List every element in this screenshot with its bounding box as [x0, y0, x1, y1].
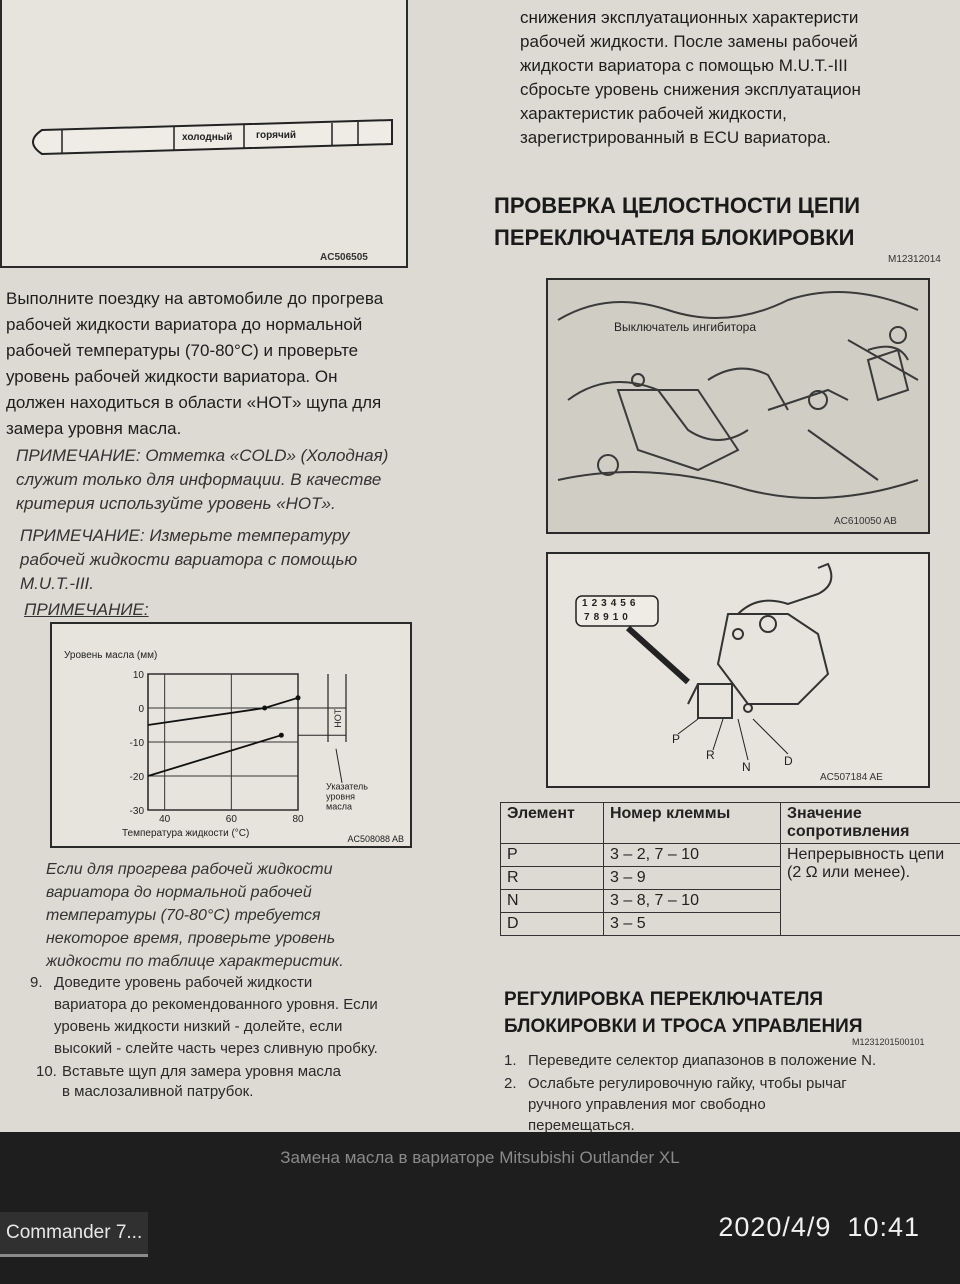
note-line: ПРИМЕЧАНИЕ: Отметка «COLD» (Холодная) — [16, 446, 389, 465]
step-line: вариатора до рекомендованного уровня. Если — [54, 996, 378, 1013]
chart-code: AC508088 AB — [347, 834, 404, 844]
step-line: Доведите уровень рабочей жидкости — [54, 974, 313, 991]
header-terminal: Номер клеммы — [604, 803, 781, 844]
step-line: уровень жидкости низкий - долейте, если — [54, 1018, 343, 1035]
letter-n: N — [742, 760, 751, 774]
section-title-line: РЕГУЛИРОВКА ПЕРЕКЛЮЧАТЕЛЯ — [504, 989, 824, 1010]
chart-series-line — [148, 698, 298, 725]
note-temperature — [20, 524, 357, 596]
top-right-line: жидкости вариатора с помощью M.U.T.-III — [520, 56, 848, 75]
chart-x-tick-label: 80 — [292, 814, 304, 825]
cell-element: D — [501, 913, 604, 936]
pin: 2 — [591, 598, 602, 609]
note-line: рабочей жидкости вариатора с помощью — [20, 550, 358, 569]
cell-terminal: 3 – 9 — [604, 867, 781, 890]
main-paragraph — [6, 286, 383, 442]
top-right-line: зарегистрированный в ECU вариатора. — [520, 128, 831, 147]
letter-d: D — [784, 754, 793, 768]
pin: 9 — [603, 612, 613, 623]
pin: 3 — [601, 598, 611, 609]
section2-code: M1231201500101 — [852, 1037, 925, 1047]
step-number: 10. — [36, 1063, 57, 1080]
top-right-text — [520, 6, 960, 150]
step-line: Вставьте щуп для замера уровня масла — [62, 1063, 342, 1080]
step-10 — [36, 1062, 341, 1102]
letter-p: P — [672, 732, 681, 746]
note-line: M.U.T.-III. — [20, 574, 94, 593]
clock-time: 10:41 — [847, 1212, 920, 1242]
after-chart-line: вариатора до нормальной рабочей — [46, 884, 312, 901]
after-chart-line: жидкости по таблице характеристик. — [46, 953, 344, 970]
pin: 10 — [612, 612, 632, 623]
cell-element: N — [501, 890, 604, 913]
cell-element: R — [501, 867, 604, 890]
cell-terminal: 3 – 2, 7 – 10 — [604, 844, 781, 867]
chart-y-tick-label: -30 — [129, 806, 144, 817]
indicator-label: Указатель — [326, 781, 368, 792]
cell-terminal: 3 – 8, 7 – 10 — [604, 890, 781, 913]
main-line: уровень рабочей жидкости вариатора. Он — [6, 367, 338, 386]
section-title-line: БЛОКИРОВКИ И ТРОСА УПРАВЛЕНИЯ — [504, 1016, 863, 1037]
header-element: Элемент — [501, 803, 604, 844]
taskbar-clock — [702, 1212, 920, 1243]
terminal-table — [500, 802, 960, 936]
video-caption-overlay: Замена масла в вариаторе Mitsubishi Outlander XL — [280, 1148, 680, 1167]
connector-pins-bottom — [584, 612, 632, 623]
note-line: ПРИМЕЧАНИЕ: Измерьте температуру — [20, 526, 350, 545]
step-number: 2. — [504, 1075, 517, 1092]
step-1 — [504, 1050, 876, 1071]
after-chart-line: Если для прогрева рабочей жидкости — [46, 861, 333, 878]
chart-y-tick-label: -20 — [129, 772, 144, 783]
section-inhibitor-check-title — [494, 190, 860, 254]
main-line: замера уровня масла. — [6, 419, 182, 438]
clock-date: 2020/4/9 — [718, 1212, 832, 1242]
connector-drawing — [548, 554, 928, 786]
step-line: Ослабьте регулировочную гайку, чтобы рычаг — [528, 1075, 847, 1092]
oil-level-chart — [52, 624, 410, 846]
pin: 5 — [620, 598, 630, 609]
after-chart-line: некоторое время, проверьте уровень — [46, 930, 336, 947]
chart-x-tick-label: 60 — [225, 814, 237, 825]
connector-code: AC507184 AE — [820, 772, 883, 783]
step-line: высокий - слейте часть через сливную пробку. — [54, 1040, 378, 1057]
dipstick-label-hot: горячий — [256, 130, 297, 141]
note-cold — [16, 444, 388, 516]
engine-photo-drawing — [548, 280, 928, 532]
indicator-leader — [336, 749, 342, 783]
cell-element: P — [501, 844, 604, 867]
letter-r: R — [706, 748, 715, 762]
step-line: Переведите селектор диапазонов в положение N. — [528, 1052, 877, 1069]
top-right-line: снижения эксплуатационных характеристи — [520, 8, 859, 27]
chart-point — [296, 695, 301, 700]
dipstick-figure — [0, 0, 408, 268]
step-line: перемещаться. — [528, 1117, 635, 1132]
section-title-line: ПРОВЕРКА ЦЕЛОСТНОСТИ ЦЕПИ — [494, 193, 861, 218]
step-number: 9. — [30, 974, 43, 991]
dipstick-code: AC506505 — [320, 252, 368, 263]
pin: 7 — [584, 612, 594, 623]
chart-point — [262, 706, 267, 711]
dipstick-label-cold: холодный — [182, 132, 233, 143]
cell-terminal: 3 – 5 — [604, 913, 781, 936]
main-line: рабочей температуры (70-80°C) и проверьте — [6, 341, 359, 360]
oil-level-chart-figure — [50, 622, 412, 848]
header-resistance: Значение сопротивления — [781, 803, 960, 844]
main-line: рабочей жидкости вариатора до нормальной — [6, 315, 363, 334]
main-line: должен находиться в области «HOT» щупа для — [6, 393, 382, 412]
step-2 — [504, 1073, 876, 1132]
top-right-line: сбросьте уровень снижения эксплуатацион — [520, 80, 861, 99]
table-row — [501, 844, 960, 867]
note-chart-heading: ПРИМЕЧАНИЕ: — [24, 600, 149, 619]
chart-y-tick-label: 10 — [132, 670, 144, 681]
cell-resistance: Непрерывность цепи (2 Ω или менее). — [781, 844, 960, 936]
pin: 1 — [582, 598, 592, 609]
section-title-line: ПЕРЕКЛЮЧАТЕЛЯ БЛОКИРОВКИ — [494, 225, 855, 250]
indicator-label: масла — [326, 801, 352, 812]
after-chart-note — [46, 858, 344, 973]
pin: 8 — [593, 612, 604, 623]
inhibitor-label: Выключатель ингибитора — [614, 320, 757, 334]
taskbar-item-commander[interactable]: Commander 7... — [0, 1212, 148, 1257]
note-line: служит только для информации. В качестве — [16, 470, 382, 489]
main-line: Выполните поездку на автомобиле до прогрева — [6, 289, 384, 308]
chart-point — [279, 733, 284, 738]
chart-y-label: Уровень масла (мм) — [64, 650, 158, 661]
pin: 6 — [629, 598, 640, 609]
table-header-row — [501, 803, 960, 844]
top-right-line: характеристик рабочей жидкости, — [520, 104, 787, 123]
chart-x-label: Температура жидкости (°C) — [122, 828, 250, 839]
note-line: критерия используйте уровень «HOT». — [16, 494, 336, 513]
step-number: 1. — [504, 1052, 517, 1069]
top-right-line: рабочей жидкости. После замены рабочей — [520, 32, 858, 51]
section-adjustment-title — [504, 986, 862, 1040]
step-9 — [30, 972, 378, 1060]
photo-code: AC610050 AB — [834, 516, 897, 527]
chart-x-tick-label: 40 — [159, 814, 171, 825]
chart-y-tick-label: 0 — [138, 704, 144, 715]
connector-pins-top — [582, 598, 639, 609]
steps-right — [504, 1050, 876, 1132]
indicator-label: уровня — [326, 791, 356, 802]
chart-y-tick-label: -10 — [129, 738, 144, 749]
connector-figure — [546, 552, 930, 788]
section1-code: M12312014 — [888, 254, 941, 265]
chart-series-line — [148, 735, 281, 776]
hot-label: HOT — [333, 708, 343, 728]
pin: 4 — [610, 598, 621, 609]
after-chart-line: температуры (70-80°C) требуется — [46, 907, 321, 924]
step-line: в маслозаливной патрубок. — [62, 1083, 254, 1100]
step-line: ручного управления мог свободно — [528, 1096, 766, 1113]
inhibitor-photo-figure — [546, 278, 930, 534]
